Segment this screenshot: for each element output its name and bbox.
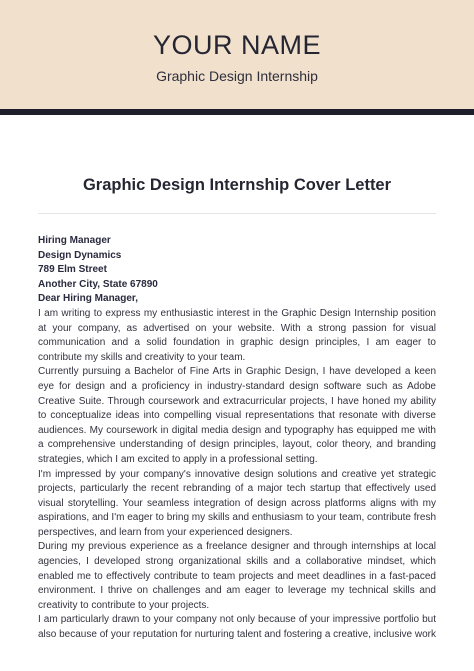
paragraph-education: Currently pursuing a Bachelor of Fine Arts in Graphic Design, I have developed a keen eye for design and a proficiency in industry-standard design software such as Adobe Creative Suite. Through coursework and extracurricular projects, I have honed my ability to conceptualize ideas into compelling visual representations that resonate with diverse audiences. My coursework in digital media design and typography has equipped me with a comprehensive understanding of design principles, layout, color theory, and branding strategies, which I am excited to apply in a professional setting. bbox=[38, 366, 436, 465]
paragraph-experience: During my previous experience as a freelance designer and through internships at local agencies, I developed strong organizational skills and a collaborative mindset, which enabled me to effectively contribute to team projects and meet deadlines in a fast-paced environment. I thrive on challenges and am eager to leverage my technical skills and creativity to contribute to your projects. bbox=[38, 541, 436, 611]
recipient-name: Hiring Manager bbox=[38, 235, 111, 246]
letter-body bbox=[38, 234, 436, 643]
recipient-company: Design Dynamics bbox=[38, 249, 122, 261]
paragraph-company: I'm impressed by your company's innovative design solutions and creative yet strategic projects, particularly the recent rebranding of a major tech startup that effectively used visual storytelling. Your seamless integration of design across platforms aligns with my aspirations, and I'm eager to bring my skills and enthusiasm to your team, contribute fresh perspectives, and learn from your experienced designers. bbox=[38, 468, 436, 538]
salutation: Dear Hiring Manager, bbox=[38, 293, 139, 305]
title-divider bbox=[38, 213, 436, 214]
letter-title: Graphic Design Internship Cover Letter bbox=[82, 176, 392, 194]
applicant-name: YOUR NAME bbox=[152, 30, 322, 60]
paragraph-intro: I am writing to express my enthusiastic interest in the Graphic Design Internship position at your company, as advertised on your website. With a strong passion for visual communication and a solid foundation in graphic design principles, I am eager to contribute my skills and creativity to your team. bbox=[38, 307, 436, 363]
header-banner bbox=[0, 0, 474, 109]
recipient-street: 789 Elm Street bbox=[38, 264, 107, 276]
paragraph-closing: I am particularly drawn to your company not only because of your impressive portfolio but also because of your reputation for nurturing talent and fostering a creative, inclusive work bbox=[38, 614, 436, 641]
position-subtitle: Graphic Design Internship bbox=[156, 68, 318, 84]
recipient-city: Another City, State 67890 bbox=[38, 278, 158, 290]
header-divider-bar bbox=[0, 109, 474, 115]
